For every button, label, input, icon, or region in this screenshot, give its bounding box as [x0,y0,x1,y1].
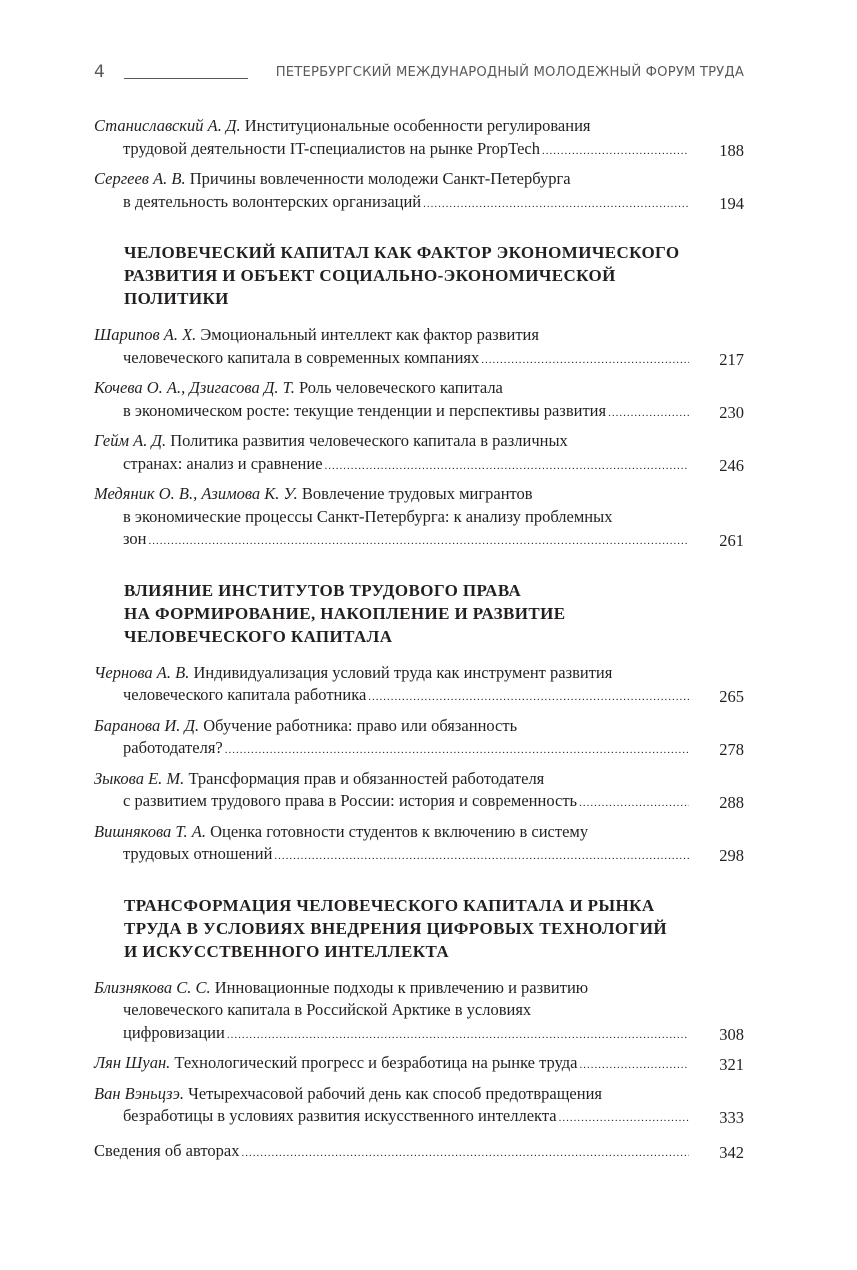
section-heading-line: И ИСКУССТВЕННОГО ИНТЕЛЛЕКТА [124,941,450,961]
entry-title-cont: зон [123,529,147,548]
section-heading-line: ПОЛИТИКИ [124,289,229,308]
entry-title: Причины вовлеченности молодежи Санкт-Петербурга [189,169,571,188]
entry-title: Индивидуализация условий труда как инструмент развития [193,662,613,682]
dot-leader [225,737,689,762]
entry-title: Оценка готовности студентов к включению в систему [210,821,589,841]
toc-entry[interactable] [94,715,744,762]
dot-leader [274,843,689,868]
toc-entry[interactable] [94,115,744,162]
entry-page: 278 [719,740,744,759]
section-heading-line: ТРАНСФОРМАЦИЯ ЧЕЛОВЕЧЕСКОГО КАПИТАЛА И РЫНКА [124,895,655,915]
entry-title-cont: трудовой деятельности IT-специалистов на рынке PropTech [123,138,540,158]
toc-entry[interactable] [94,821,744,868]
entry-title: Сведения об авторах [94,1140,240,1160]
entry-title-cont: странах: анализ и сравнение [123,453,323,473]
header-rule [124,78,248,79]
entry-title-cont: человеческого капитала работника [123,685,367,704]
page-number: 4 [94,62,105,82]
entry-page: 342 [719,1142,744,1162]
entry-page: 230 [719,402,744,422]
entry-author: Баранова И. Д. [94,715,200,735]
section-heading-line: РАЗВИТИЯ И ОБЪЕКТ СОЦИАЛЬНО-ЭКОНОМИЧЕСКОЙ [124,266,616,285]
entry-author: Шарипов А. Х. [94,325,197,344]
section-heading [94,241,744,310]
entry-author: Вишнякова Т. А. [94,821,206,841]
running-title: ПЕТЕРБУРГСКИЙ МЕЖДУНАРОДНЫЙ МОЛОДЕЖНЫЙ ФОРУМ ТРУДА [275,65,744,80]
toc-entry[interactable] [94,662,744,709]
dot-leader [149,528,689,553]
entry-page: 217 [719,349,744,369]
toc-entry-authors-info[interactable] [94,1140,744,1165]
section-heading-line: ЧЕЛОВЕЧЕСКИЙ КАПИТАЛ КАК ФАКТОР ЭКОНОМИЧЕСКОГО [124,243,680,262]
dot-leader [559,1105,689,1130]
dot-leader [241,1140,689,1165]
section-heading-line: ВЛИЯНИЕ ИНСТИТУТОВ ТРУДОВОГО ПРАВА [124,580,522,600]
toc-entry[interactable] [94,768,744,815]
entry-title-cont: человеческого капитала в современных компаниях [123,347,480,367]
entry-title: Эмоциональный интеллект как фактор развития [200,325,539,344]
entry-title: Инновационные подходы к привлечению и развитию [214,977,589,997]
dot-leader [579,790,689,815]
section-heading [94,579,744,648]
entry-title: Политика развития человеческого капитала в различных [170,431,568,450]
dot-leader [542,138,689,163]
dot-leader [423,191,689,216]
dot-leader [325,453,689,478]
entry-title-cont: работодателя? [123,738,223,757]
entry-author: Близнякова С. С. [94,977,211,997]
entry-author: Ван Вэньцзэ. [94,1083,184,1103]
toc-entry[interactable] [94,324,744,371]
entry-title-cont: безработицы в условиях развития искусственного интеллекта [123,1106,557,1125]
entry-title-cont: трудовых отношений [123,844,273,863]
entry-page: 261 [719,531,744,550]
entry-page: 194 [719,193,744,213]
toc-entry[interactable] [94,1083,744,1130]
entry-page: 246 [719,455,744,475]
entry-author: Чернова А. В. [94,662,190,682]
entry-title: Институциональные особенности регулирования [244,116,591,135]
entry-author: Гейм А. Д. [94,431,167,450]
section-heading [94,894,744,963]
toc-entry[interactable] [94,168,744,215]
dot-leader [481,347,689,372]
entry-page: 288 [719,793,744,812]
entry-title: Обучение работника: право или обязанность [203,715,518,735]
entry-author: Медяник О. В., Азимова К. У. [94,484,298,503]
entry-page: 188 [719,140,744,160]
entry-page: 308 [719,1024,744,1044]
toc-entry[interactable] [94,430,744,477]
entry-author: Станиславский А. Д. [94,116,241,135]
entry-page: 321 [719,1055,744,1074]
dot-leader [227,1022,689,1047]
section-heading-line: НА ФОРМИРОВАНИЕ, НАКОПЛЕНИЕ И РАЗВИТИЕ [124,603,566,623]
entry-author: Сергеев А. В. [94,169,186,188]
entry-title-cont: с развитием трудового права в России: история и современность [123,791,578,810]
section-heading-line: ЧЕЛОВЕЧЕСКОГО КАПИТАЛА [124,626,393,646]
toc-entry[interactable] [94,483,744,553]
toc-entry[interactable] [94,977,744,1047]
entry-title-cont: в экономические процессы Санкт-Петербурга: к анализу проблемных [123,506,613,526]
entry-title-cont: цифровизации [123,1022,225,1042]
dot-leader [580,1052,689,1077]
table-of-contents [94,115,744,1170]
entry-page: 265 [719,687,744,706]
entry-title: Технологический прогресс и безработица на рынке труда [174,1053,578,1072]
entry-page: 298 [719,846,744,865]
dot-leader [368,684,689,709]
section-heading-line: ТРУДА В УСЛОВИЯХ ВНЕДРЕНИЯ ЦИФРОВЫХ ТЕХНОЛОГИЙ [124,918,667,938]
entry-title-cont: в экономическом росте: текущие тенденции и перспективы развития [123,400,607,420]
entry-title: Роль человеческого капитала [299,378,503,397]
toc-entry[interactable] [94,1052,744,1077]
entry-title: Трансформация прав и обязанностей работодателя [188,768,545,788]
entry-title-cont: человеческого капитала в Российской Арктике в условиях [123,1000,532,1019]
entry-author: Зыкова Е. М. [94,768,185,788]
entry-author: Лян Шуан. [94,1053,171,1072]
entry-page: 333 [719,1108,744,1127]
running-header [94,60,744,86]
entry-title: Вовлечение трудовых мигрантов [301,484,533,503]
dot-leader [608,400,689,425]
entry-title-cont: в деятельность волонтерских организаций [123,191,422,211]
entry-title: Четырехчасовой рабочий день как способ предотвращения [188,1083,602,1103]
toc-entry[interactable] [94,377,744,424]
entry-author: Кочева О. А., Дзигасова Д. Т. [94,378,295,397]
